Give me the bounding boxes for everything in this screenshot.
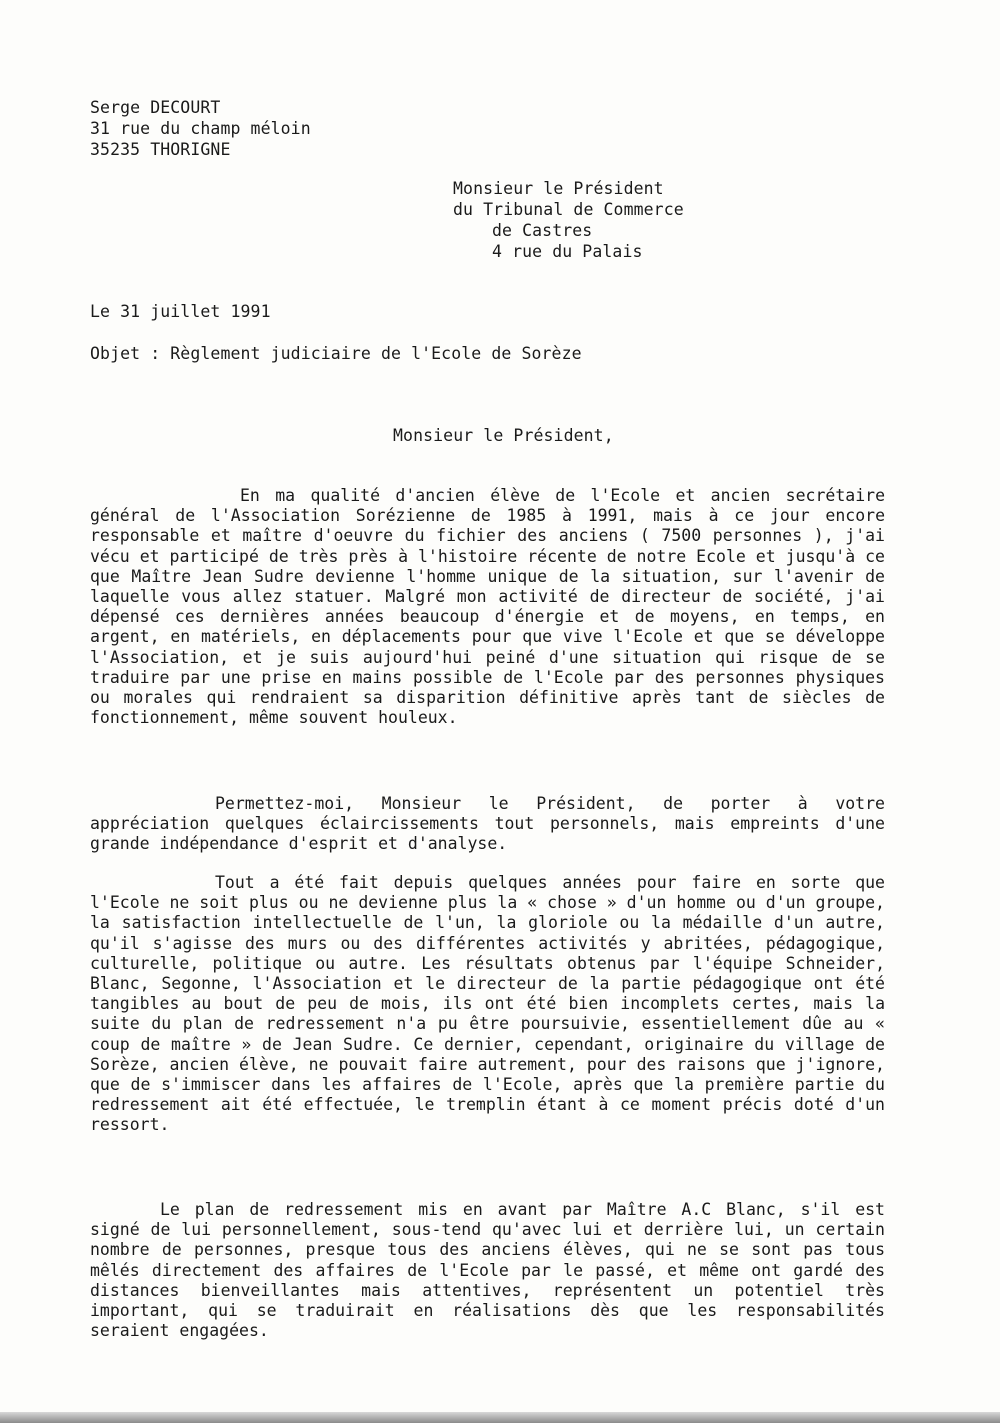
sender-street: 31 rue du champ méloin (90, 119, 311, 138)
recipient-line-4: 4 rue du Palais (492, 242, 643, 261)
letter-date: Le 31 juillet 1991 (90, 302, 271, 321)
body-paragraph-3: Tout a été fait depuis quelques années pour faire en sorte que l'Ecole ne soit plus ou ne devienne plus la « chose » d'un homme ou d'un groupe, la satisfaction intellectuelle de l'un, la gloriole ou la médaille d'un autre, qu'il s'agisse des murs ou des différentes activités y abritées, pédagogique, culturelle, politique ou autre. Les résultats obtenus par l'équipe Schneider, Blanc, Segonne, l'Association et le directeur de la partie pédagogique ont été tangibles au bout de peu de mois, ils ont été bien incomplets certes, mais la suite du plan de redressement n'a pu être poursuivie, essentiellement dûe au « coup de maître » de Jean Sudre. Ce dernier, cependant, originaire du village de Sorèze, ancien élève, ne pouvait faire autrement, pour des raisons que j'ignore, que de s'immiscer dans les affaires de l'Ecole, après que la première partie du redressement ait été effectuée, le tremplin étant à ce moment précis doté d'un ressort. (90, 873, 885, 1135)
letter-subject: Objet : Règlement judiciaire de l'Ecole de Sorèze (90, 344, 582, 363)
scan-bottom-edge (0, 1412, 1000, 1423)
body-paragraph-1: En ma qualité d'ancien élève de l'Ecole et ancien secrétaire général de l'Association Sorézienne de 1985 à 1991, mais à ce jour encore responsable et maître d'oeuvre du fichier des anciens ( 7500 personnes ), j'ai vécu et participé de très près à l'histoire récente de notre Ecole et jusqu'à ce que Maître Jean Sudre devienne l'homme unique de la situation, sur l'avenir de laquelle vous allez statuer. Malgré mon activité de directeur de société, j'ai dépensé ces dernières années beaucoup d'énergie et de moyens, en temps, en argent, en matériels, en déplacements pour que vive l'Ecole et que se développe l'Association, et je suis aujourd'hui peiné d'une situation qui risque de se traduire par une prise en mains possible de l'Ecole par des personnes physiques ou morales qui rendraient sa disparition définitive après tant de siècles de fonctionnement, même souvent houleux. (90, 486, 885, 728)
body-paragraph-4: Le plan de redressement mis en avant par Maître A.C Blanc, s'il est signé de lui personnellement, sous-tend qu'avec lui et derrière lui, un certain nombre de personnes, presque tous des anciens élèves, qui ne se sont pas tous mêlés directement des affaires de l'Ecole par le passé, et même ont gardé des distances bienveillantes mais attentives, représentent un potentiel très important, qui se traduirait en réalisations dès que les responsabilités seraient engagées. (90, 1200, 885, 1341)
recipient-line-1: Monsieur le Président (453, 179, 664, 198)
body-paragraph-2: Permettez-moi, Monsieur le Président, de porter à votre appréciation quelques éclaircissements tout personnels, mais empreints d'une grande indépendance d'esprit et d'analyse. (90, 794, 885, 854)
sender-city: 35235 THORIGNE (90, 140, 231, 159)
sender-name: Serge DECOURT (90, 98, 221, 117)
salutation: Monsieur le Président, (393, 426, 614, 445)
recipient-line-3: de Castres (492, 221, 593, 240)
recipient-line-2: du Tribunal de Commerce (453, 200, 684, 219)
